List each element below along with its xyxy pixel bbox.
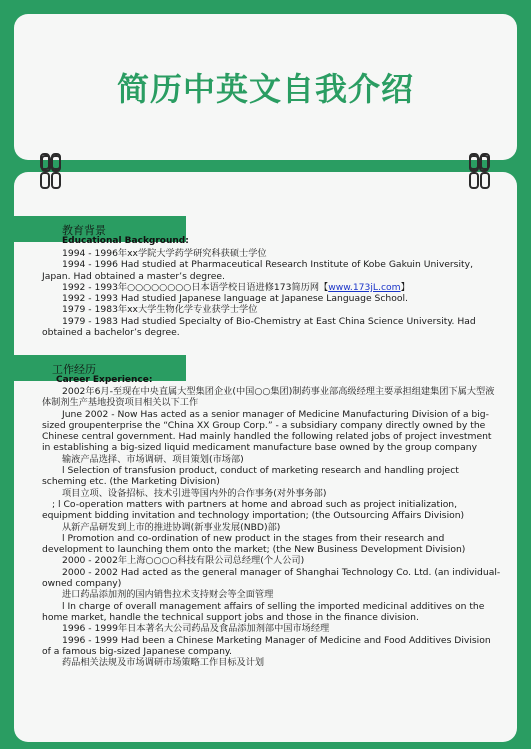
career-line: 2000 - 2002年上海○○○○科技有限公司总经理(个人公司) [62,555,305,567]
binder-ring-3 [469,153,479,170]
career-line: 1996 - 1999 Had been a Chinese Marketing Manager of Medicine and Food Additives Division of a famous big-sized Japanese company. [42,634,491,657]
binder-ring-6 [51,172,61,189]
education-line: 1992 - 1993 Had studied Japanese language at Japanese Language School. [62,293,408,305]
career-line: 药品相关法规及市场调研市场策略工作目标及计划 [62,657,265,669]
career-line: l In charge of overall management affairs of selling the imported medicinal additives on the home market, handle the technical support jobs and those in the finance division. [42,600,485,623]
education-line: 1994 - 1996年xx学院大学药学研究科获硕士学位 [62,248,267,259]
binder-ring-2 [51,153,61,170]
career-line: June 2002 - Now Has acted as a senior manager of Medicine Manufacturing Division of a big-sized groupenterprise the “China XX Group Corp.” - a subsidiary company directly owned by the Chinese central government. Had mainly handled the following related jobs of project investment in establishing a big-sized liquid medicament manufacture base owned by the group company [42,408,492,454]
career-line: l Promotion and co-ordination of new product in the stages from their research and development to launching them onto the market; (the New Business Development Division) [42,532,466,556]
career-line: 2000 - 2002 Had acted as the general manager of Shanghai Technology Co. Ltd. (an individual-owned company) [42,566,501,590]
career-subheading: Career Experience: [56,375,153,385]
resume-site-link[interactable]: www.173jL.com [328,281,401,293]
career-content [42,386,502,668]
career-line: 输液产品选择、市场调研、项目策划(市场部) [62,453,244,465]
binder-ring-4 [480,153,490,170]
page-title: 简历中英文自我介绍 [116,70,414,108]
binder-ring-5 [40,172,50,189]
education-line: 1979 - 1983 Had studied Specialty of Bio-Chemistry at East China Science University. Had obtained a bachelor’s degree. [42,315,476,339]
career-heading: 工作经历 [52,363,96,376]
education-heading: 教育背景 [62,224,106,237]
career-line: 进口药品添加剂的国内销售拉术支持财会等全面管理 [62,589,274,601]
binder-ring-1 [40,153,50,170]
binder-ring-7 [469,172,479,189]
education-line: 1994 - 1996 Had studied at Pharmaceutical Research Institute of Kobe Gakuin University, Japan. Had obtained a master’s degree. [42,259,473,282]
education-line: 1979 - 1983年xx大学生物化学专业获学士学位 [62,304,258,316]
career-line: 2002年6月-至现在中央直属大型集团企业(中国○○集团)制药事业部高级经理主要承担组建集团下属大型液体制剂生产基地投资项目相关以下工作 [42,386,495,409]
career-line: 从新产品研发到上市的推进协调(新事业发展(NBD)部) [62,521,281,533]
career-line: ; l Co-operation matters with partners at home and abroad such as project initialization, equipment bidding invitation and technology importation; (the Outsourcing Affairs Division) [42,498,465,522]
education-line-text: 】 [400,281,410,293]
education-line-text: 1992 - 1993年○○○○○○○○日本语学校日语进修173简历网【 [62,281,329,293]
education-subheading: Educational Background: [62,236,189,246]
education-line [42,282,502,293]
career-line: 项目立项、设备招标、技术引进等国内外的合作事务(对外事务部) [62,487,327,499]
binder-ring-8 [480,172,490,189]
career-line: l Selection of transfusion product, conduct of marketing research and handling project scheming etc. (the Marketing Division) [42,465,459,488]
career-line: 1996 - 1999年日本著名大公司药品及食品添加剂部中国市场经理 [62,623,330,635]
education-content [42,248,502,338]
